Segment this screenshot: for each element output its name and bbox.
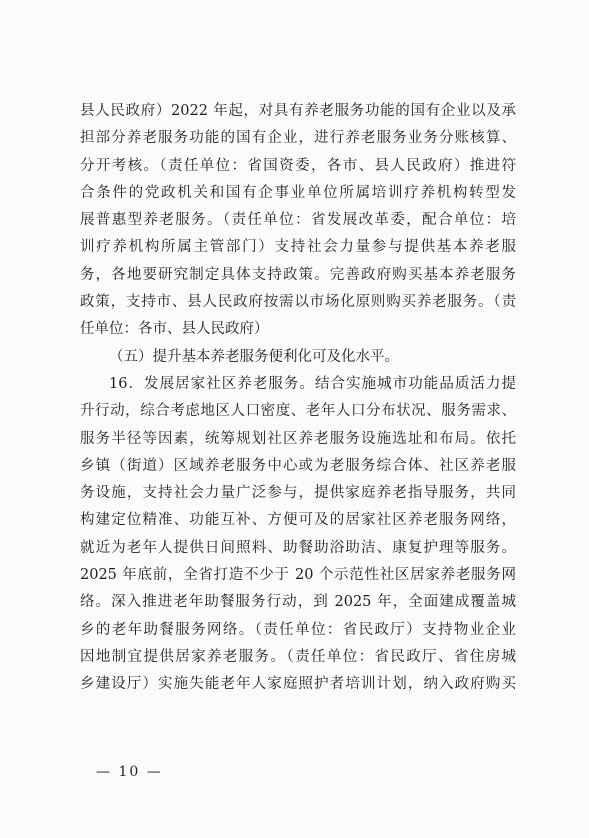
paragraph-line: 16．发展居家社区养老服务。结合实施城市功能品质活力提: [109, 375, 516, 392]
text-line: 担部分养老服务功能的国有企业，进行养老服务业务分账核算、: [80, 130, 516, 147]
page-number: — 10 —: [96, 764, 163, 780]
text-line: 任单位：各市、县人民政府）: [80, 321, 269, 338]
paragraph-line: 务设施，支持社会力量广泛参与，提供家庭养老指导服务，共同: [80, 485, 516, 502]
paragraph-line: 乡建设厅）实施失能老年人家庭照护者培训计划，纳入政府购买: [80, 676, 516, 693]
paragraph-line: 构建定位精准、功能互补、方便可及的居家社区养老服务网络，: [80, 512, 516, 529]
paragraph-line: 2025 年底前，全省打造不少于 20 个示范性社区居家养老服务网: [80, 567, 516, 584]
section-heading: （五）提升基本养老服务便利化可及化水平。: [109, 348, 399, 365]
document-body: [80, 98, 516, 699]
paragraph-line: 络。深入推进老年助餐服务行动，到 2025 年，全面建成覆盖城: [80, 594, 516, 611]
text-line: 训疗养机构所属主管部门）支持社会力量参与提供基本养老服: [80, 239, 516, 256]
text-line: 合条件的党政机关和国有企事业单位所属培训疗养机构转型发: [80, 184, 516, 201]
paragraph-line: 服务半径等因素，统筹规划社区养老服务设施选址和布局。依托: [80, 430, 516, 447]
paragraph-line: 乡镇（街道）区域养老服务中心或为老服务综合体、社区养老服: [80, 457, 516, 474]
text-line: 分开考核。（责任单位：省国资委，各市、县人民政府）推进符: [80, 157, 516, 174]
paragraph-line: 乡的老年助餐服务网络。（责任单位：省民政厅）支持物业企业: [80, 621, 516, 638]
paragraph-line: 因地制宜提供居家养老服务。（责任单位：省民政厅、省住房城: [80, 648, 516, 665]
text-line: 政策，支持市、县人民政府按需以市场化原则购买养老服务。（责: [80, 294, 516, 311]
text-line: 县人民政府）2022 年起，对具有养老服务功能的国有企业以及承: [80, 103, 516, 119]
paragraph-line: 就近为老年人提供日间照料、助餐助浴助洁、康复护理等服务。: [80, 539, 516, 556]
paragraph-line: 升行动，综合考虑地区人口密度、老年人口分布状况、服务需求、: [80, 403, 516, 420]
text-line: 展普惠型养老服务。（责任单位：省发展改革委，配合单位：培: [80, 212, 516, 229]
text-line: 务，各地要研究制定具体支持政策。完善政府购买基本养老服务: [80, 266, 516, 283]
